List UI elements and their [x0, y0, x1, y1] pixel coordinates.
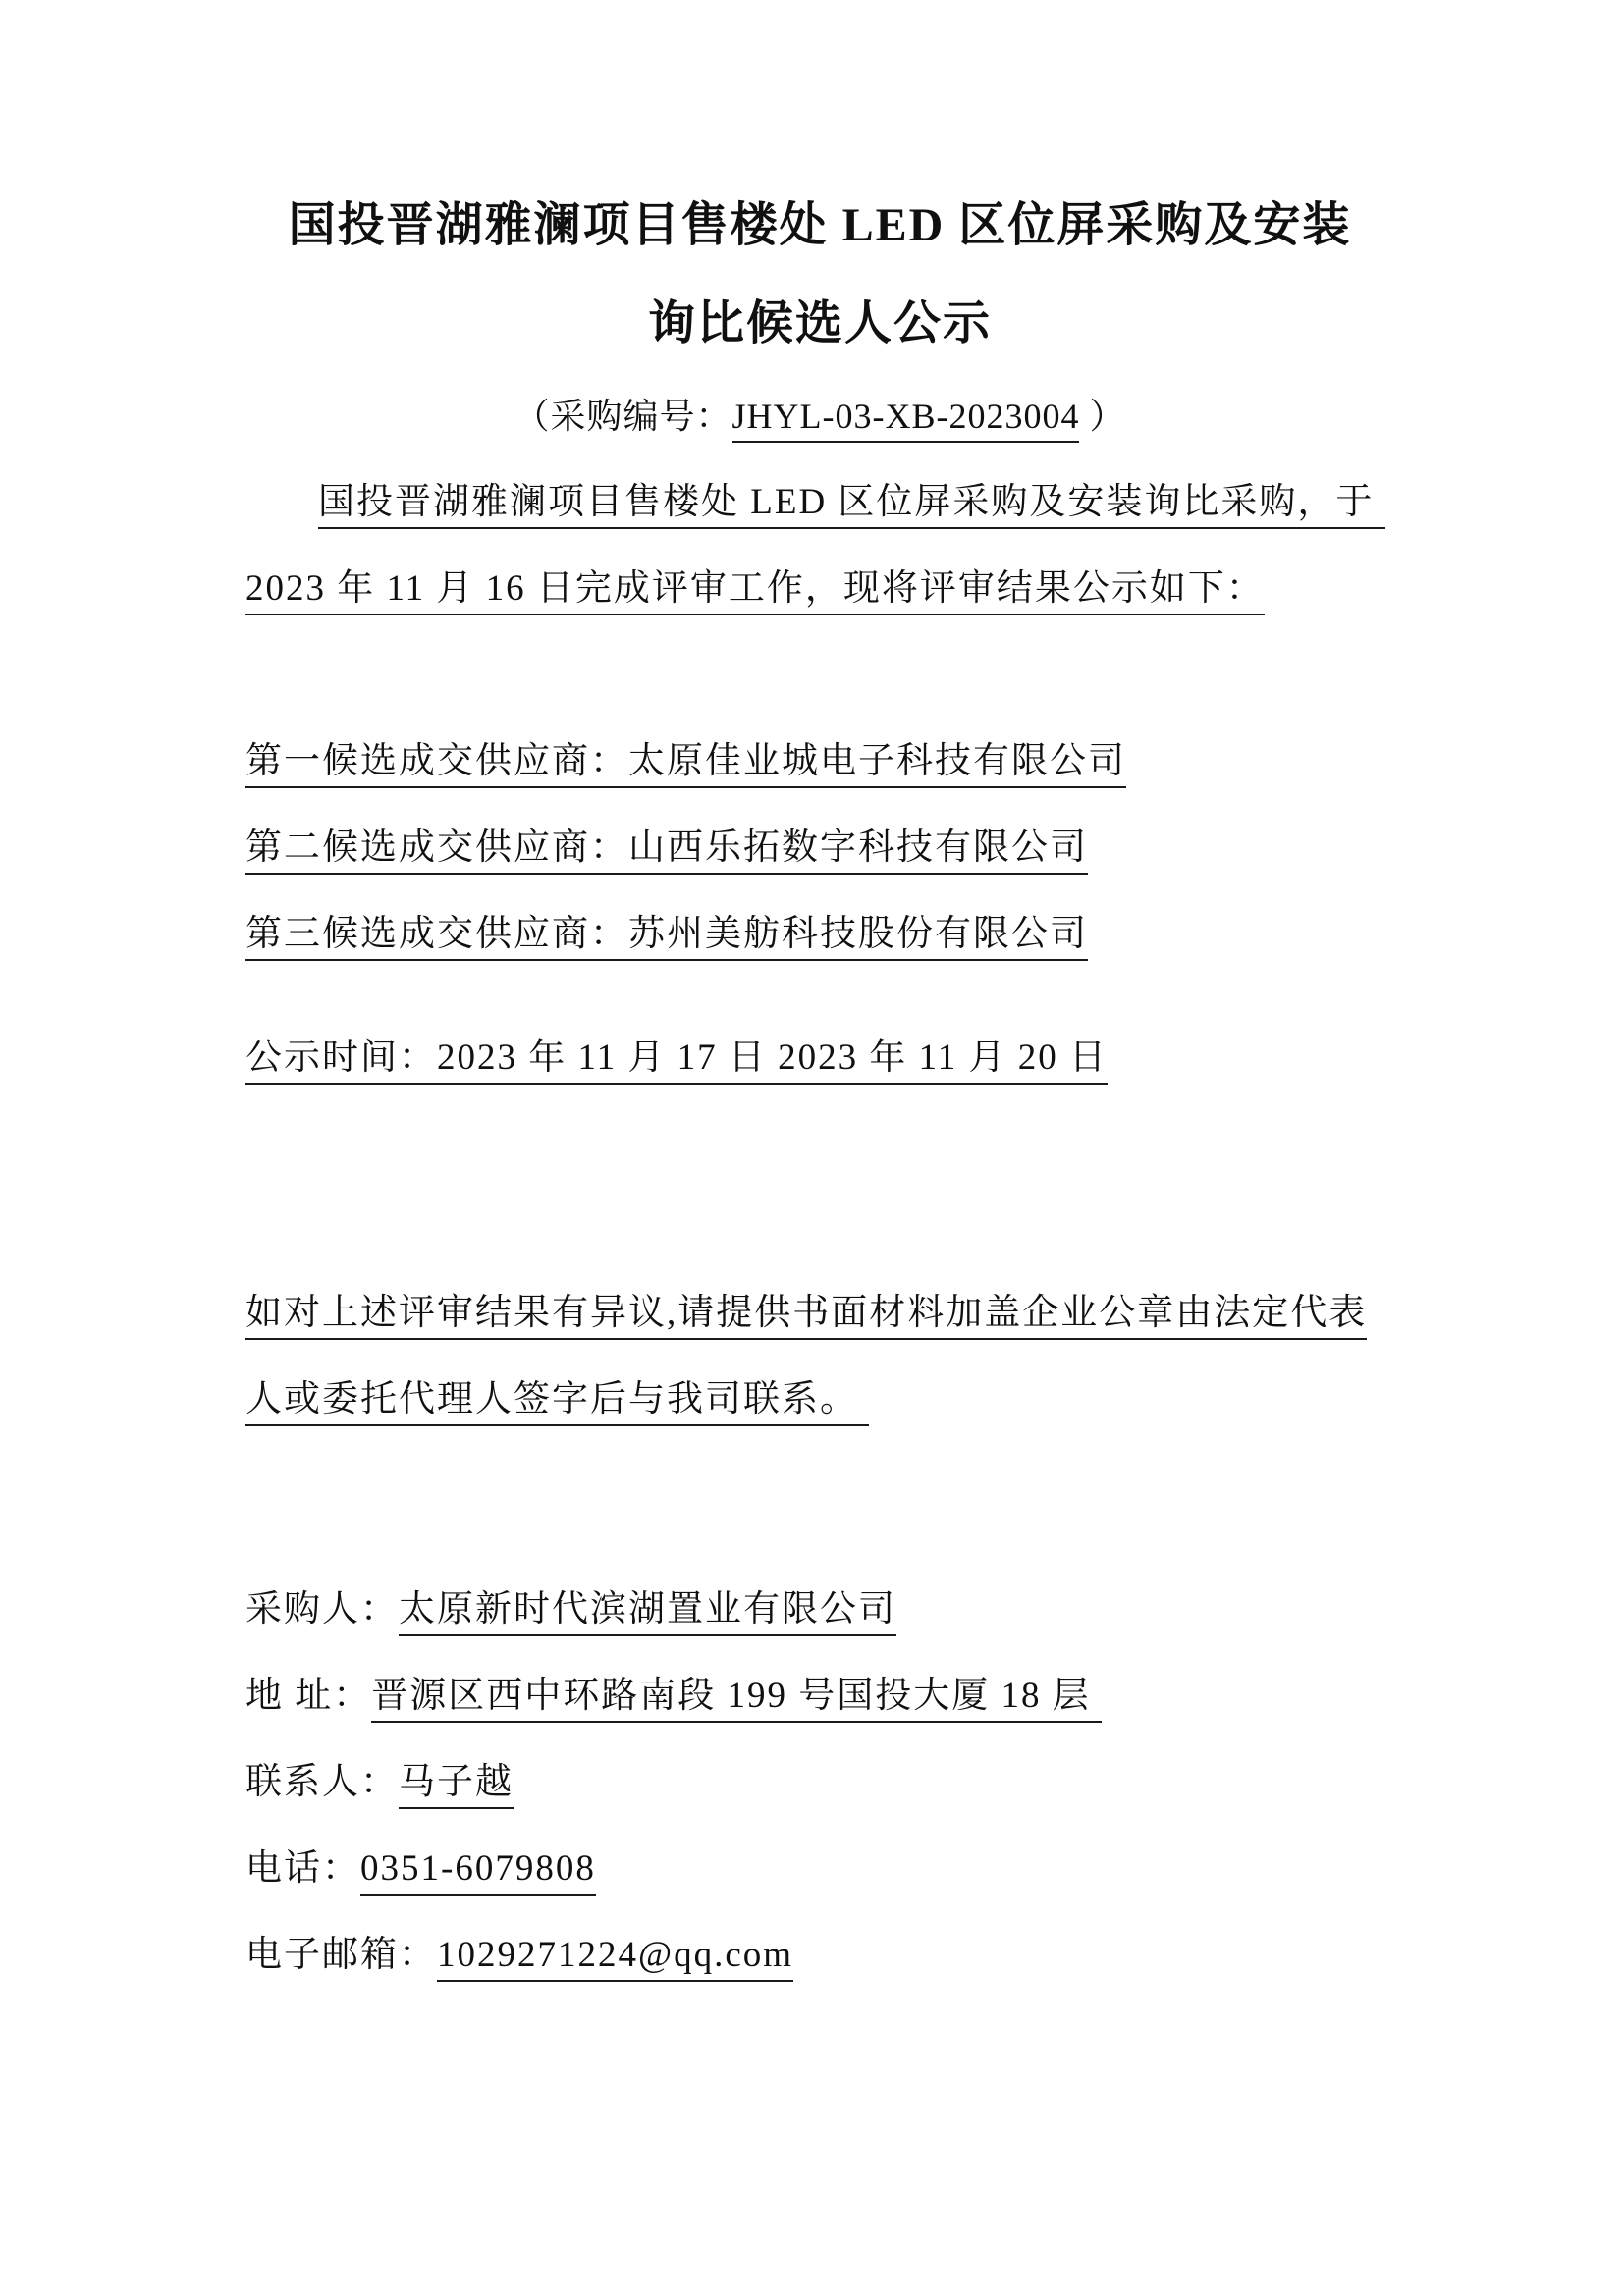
contact-value: 太原新时代滨湖置业有限公司 — [399, 1589, 896, 1636]
candidate-3-text: 第三候选成交供应商：苏州美舫科技股份有限公司 — [245, 914, 1088, 961]
procurement-number-prefix: （采购编号： — [514, 397, 732, 436]
objection-line2-text: 人或委托代理人签字后与我司联系。 — [245, 1379, 869, 1426]
intro-paragraph-line2-text: 2023 年 11 月 16 日完成评审工作，现将评审结果公示如下： — [245, 568, 1265, 615]
spacer — [245, 1443, 1394, 1567]
candidate-2-text: 第二候选成交供应商：山西乐拓数字科技有限公司 — [245, 828, 1088, 875]
intro-paragraph-line1 — [245, 459, 1394, 546]
contact-value: 晋源区西中环路南段 199 号国投大厦 18 层 — [371, 1676, 1102, 1723]
spacer — [245, 978, 1394, 1015]
contact-label: 联系人： — [245, 1762, 399, 1802]
blank-line — [245, 632, 1394, 719]
contact-label: 采购人： — [245, 1589, 399, 1629]
procurement-number: JHYL-03-XB-2023004 — [732, 397, 1080, 443]
contact-label: 地 址： — [245, 1676, 372, 1716]
intro-paragraph-line2 — [245, 546, 1394, 632]
candidate-line-1 — [245, 719, 1394, 805]
contact-row-contact-person — [245, 1739, 1394, 1826]
candidate-line-3 — [245, 891, 1394, 978]
contact-value: 马子越 — [399, 1762, 514, 1809]
objection-paragraph-line1 — [245, 1270, 1394, 1357]
candidate-line-2 — [245, 805, 1394, 891]
contact-value: 0351-6079808 — [360, 1848, 596, 1896]
objection-paragraph-line2 — [245, 1357, 1394, 1443]
procurement-number-suffix: ） — [1079, 397, 1126, 436]
contact-row-purchaser — [245, 1567, 1394, 1653]
contact-row-address — [245, 1653, 1394, 1739]
announcement-period-line — [245, 1015, 1394, 1101]
spacer — [245, 1101, 1394, 1270]
contact-row-email — [245, 1912, 1394, 1999]
page-title-line2: 询比候选人公示 — [647, 297, 992, 349]
objection-line1-text: 如对上述评审结果有异议,请提供书面材料加盖企业公章由法定代表 — [245, 1293, 1367, 1340]
candidate-1-text: 第一候选成交供应商：太原佳业城电子科技有限公司 — [245, 741, 1126, 788]
contact-value: 1029271224@qq.com — [437, 1935, 793, 1982]
page-title-line1: 国投晋湖雅澜项目售楼处 LED 区位屏采购及安装 — [288, 199, 1352, 251]
procurement-number-line — [245, 373, 1394, 459]
contact-row-phone — [245, 1826, 1394, 1912]
contact-label: 电子邮箱： — [245, 1935, 437, 1975]
intro-paragraph-line1-text: 国投晋湖雅澜项目售楼处 LED 区位屏采购及安装询比采购，于 — [318, 482, 1385, 529]
announcement-period-text: 公示时间：2023 年 11 月 17 日 2023 年 11 月 20 日 — [245, 1038, 1108, 1085]
contact-label: 电话： — [245, 1848, 360, 1889]
